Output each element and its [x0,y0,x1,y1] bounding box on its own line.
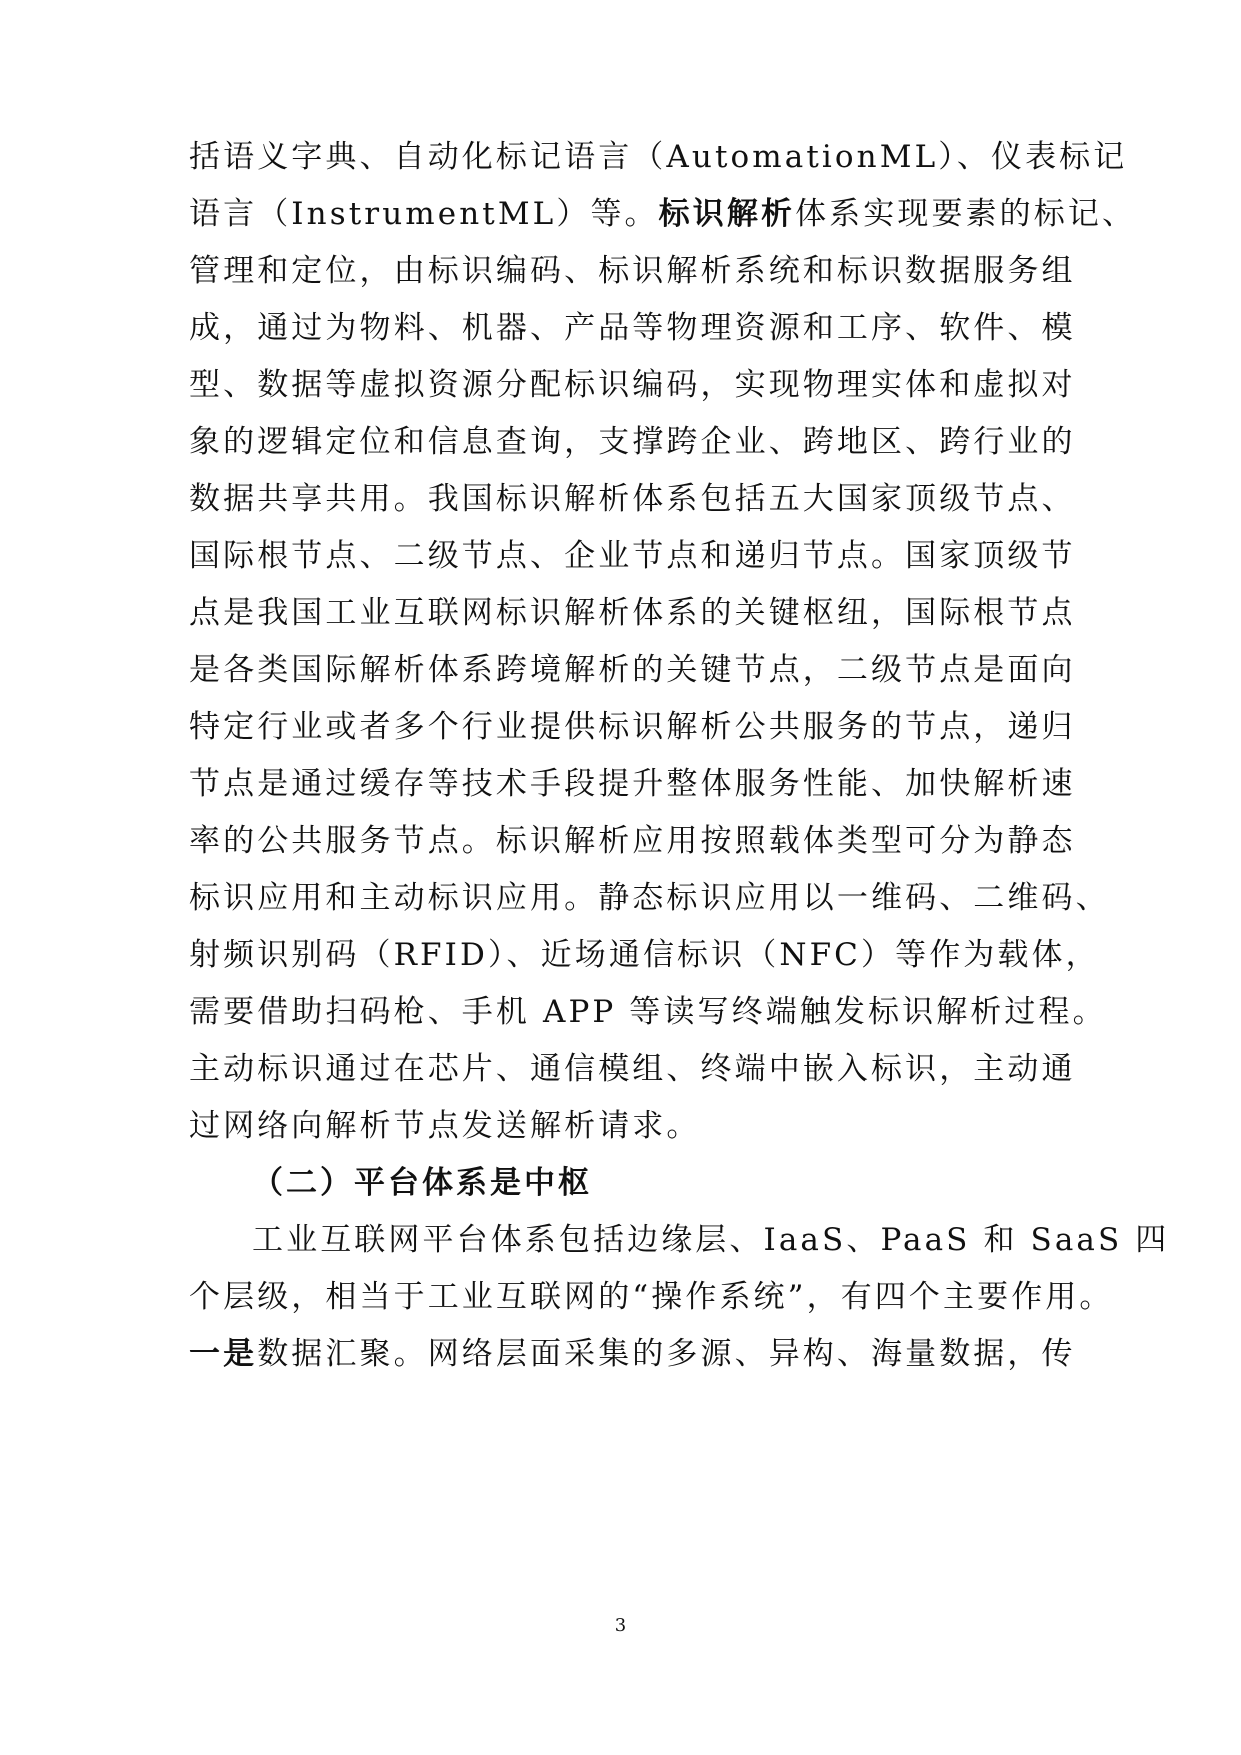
body-line-7: 数据共享共用。我国标识解析体系包括五大国家顶级节点、 [189,481,1076,517]
enumeration-first: 一是 [189,1336,258,1372]
body-line-1: 括语义字典、自动化标记语言（AutomationML）、仪表标记 [189,139,1128,175]
body-line-8: 国际根节点、二级节点、企业节点和递归节点。国家顶级节 [189,538,1076,574]
body-line-12: 节点是通过缓存等技术手段提升整体服务性能、加快解析速 [189,766,1076,802]
body-line-6: 象的逻辑定位和信息查询，支撑跨企业、跨地区、跨行业的 [189,424,1076,460]
body-line-13: 率的公共服务节点。标识解析应用按照载体类型可分为静态 [189,823,1076,859]
page-number: 3 [614,1615,627,1636]
body-line-2 [189,184,1137,244]
body-line-2-prefix: 语言（InstrumentML）等。 [189,196,659,232]
section-heading: （二）平台体系是中枢 [252,1165,592,1201]
term-identifier-resolution: 标识解析 [658,196,796,232]
para2-line-2: 个层级，相当于工业互联网的“操作系统”，有四个主要作用。 [189,1279,1114,1315]
para2-line-3 [189,1324,1076,1384]
body-line-17: 主动标识通过在芯片、通信模组、终端中嵌入标识，主动通 [189,1051,1076,1087]
body-line-15: 射频识别码（RFID）、近场通信标识（NFC）等作为载体， [189,937,1100,973]
body-line-11: 特定行业或者多个行业提供标识解析公共服务的节点，递归 [189,709,1076,745]
body-line-4: 成，通过为物料、机器、产品等物理资源和工序、软件、模 [189,310,1076,346]
body-line-3: 管理和定位，由标识编码、标识解析系统和标识数据服务组 [189,253,1076,289]
body-line-2-suffix: 体系实现要素的标记、 [795,196,1137,232]
body-line-10: 是各类国际解析体系跨境解析的关键节点，二级节点是面向 [189,652,1076,688]
body-line-5: 型、数据等虚拟资源分配标识编码，实现物理实体和虚拟对 [189,367,1076,403]
body-line-16: 需要借助扫码枪、手机 APP 等读写终端触发标识解析过程。 [189,994,1107,1030]
body-line-14: 标识应用和主动标识应用。静态标识应用以一维码、二维码、 [189,880,1110,916]
body-line-9: 点是我国工业互联网标识解析体系的关键枢纽，国际根节点 [189,595,1076,631]
body-line-18: 过网络向解析节点发送解析请求。 [189,1108,701,1144]
para2-line-3-rest: 数据汇聚。网络层面采集的多源、异构、海量数据，传 [257,1336,1076,1372]
para2-line-1: 工业互联网平台体系包括边缘层、IaaS、PaaS 和 SaaS 四 [252,1222,1170,1258]
